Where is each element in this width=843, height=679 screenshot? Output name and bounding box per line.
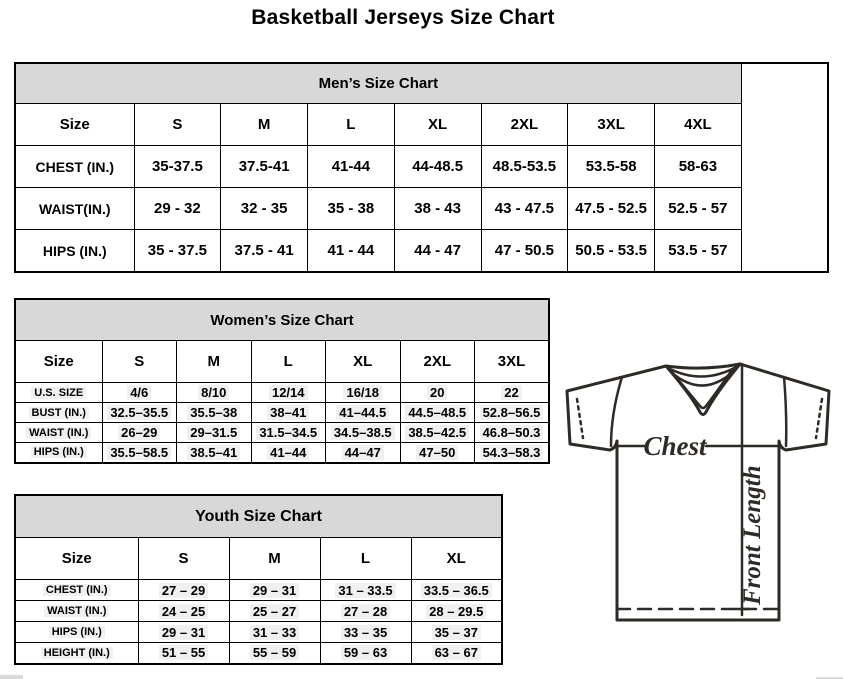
cell-text: 24 – 25 <box>159 604 208 619</box>
column-header: 3XL <box>568 104 655 146</box>
cell-text: 27 – 29 <box>159 583 208 598</box>
column-header: XL <box>326 341 401 383</box>
size-value-cell <box>320 622 411 643</box>
size-value-cell <box>400 443 475 463</box>
cell-text: 35 – 37 <box>432 625 481 640</box>
size-value-cell <box>320 643 411 664</box>
cell-text: 44.5–48.5 <box>405 405 469 420</box>
size-value-cell <box>251 423 326 443</box>
size-value-cell: 32 - 35 <box>221 188 308 230</box>
cell-text: 38.5–41 <box>187 445 240 460</box>
right-armhole-seam <box>784 377 786 446</box>
column-header: 2XL <box>481 104 568 146</box>
cell-text: 28 – 29.5 <box>426 604 486 619</box>
cell-text: 35.5–38 <box>187 405 240 420</box>
table-row <box>15 443 549 463</box>
column-header: XL <box>394 104 481 146</box>
cell-text: HIPS (IN.) <box>31 446 87 458</box>
table-row <box>15 146 828 188</box>
size-value-cell <box>138 601 229 622</box>
cell-text: 63 – 67 <box>432 645 481 660</box>
table-row <box>15 383 549 403</box>
cell-text: U.S. SIZE <box>31 387 86 399</box>
size-value-cell: 41 - 44 <box>308 230 395 273</box>
size-value-cell <box>177 443 252 463</box>
left-cuff-dashed-line <box>577 399 583 438</box>
column-header: 2XL <box>400 341 475 383</box>
column-header: S <box>102 341 177 383</box>
size-value-cell: 53.5-58 <box>568 146 655 188</box>
womens-chart-title: Women’s Size Chart <box>15 299 549 341</box>
row-label: WAIST(IN.) <box>15 188 134 230</box>
cell-text: 27 – 28 <box>341 604 390 619</box>
cell-text: 34.5–38.5 <box>331 425 395 440</box>
left-armhole-seam <box>611 377 622 446</box>
size-value-cell <box>326 443 401 463</box>
page-title: Basketball Jerseys Size Chart <box>251 6 555 29</box>
column-header: 3XL <box>475 341 550 383</box>
size-value-cell <box>400 423 475 443</box>
cell-text: 41–44.5 <box>336 405 389 420</box>
size-value-cell <box>411 643 502 664</box>
size-value-cell: 35-37.5 <box>134 146 221 188</box>
cell-text: 31 – 33 <box>250 625 299 640</box>
chest-label: Chest <box>643 431 707 461</box>
cell-text: 33 – 35 <box>341 625 390 640</box>
size-value-cell <box>177 423 252 443</box>
table-row <box>15 104 828 146</box>
size-value-cell <box>229 643 320 664</box>
column-header: 4XL <box>655 104 742 146</box>
size-value-cell <box>326 423 401 443</box>
front-length-label: Front Length <box>739 465 766 605</box>
column-header: L <box>308 104 395 146</box>
size-value-cell: 58-63 <box>655 146 742 188</box>
cell-text: HIPS (IN.) <box>49 626 105 638</box>
jersey-measurement-diagram <box>560 358 842 628</box>
row-label <box>15 443 102 463</box>
row-label <box>15 403 102 423</box>
table-row <box>15 299 549 341</box>
cell-text: 12/14 <box>269 385 308 400</box>
table-row <box>15 495 502 538</box>
cell-text: 20 <box>427 385 447 400</box>
column-header: M <box>177 341 252 383</box>
size-value-cell <box>326 383 401 403</box>
cell-text: 52.8–56.5 <box>480 405 544 420</box>
cell-text: BUST (IN.) <box>29 407 89 419</box>
size-value-cell <box>411 601 502 622</box>
cell-text: 38–41 <box>267 405 309 420</box>
cell-text: 54.3–58.3 <box>480 445 544 460</box>
size-value-cell <box>411 622 502 643</box>
size-value-cell <box>138 622 229 643</box>
cell-text: 29–31.5 <box>187 425 240 440</box>
cell-text: 4/6 <box>127 385 151 400</box>
column-header: XL <box>411 538 502 580</box>
cell-text: 33.5 – 36.5 <box>421 583 492 598</box>
column-header: S <box>134 104 221 146</box>
cropped-edge-sliver-left <box>0 675 23 679</box>
table-row <box>15 230 828 273</box>
column-header: S <box>138 538 229 580</box>
size-value-cell <box>320 601 411 622</box>
size-value-cell: 47 - 50.5 <box>481 230 568 273</box>
size-value-cell <box>177 383 252 403</box>
size-value-cell: 48.5-53.5 <box>481 146 568 188</box>
cell-text: HEIGHT (IN.) <box>41 647 113 659</box>
size-value-cell <box>475 403 550 423</box>
size-value-cell <box>475 383 550 403</box>
table-row <box>15 63 828 104</box>
row-label <box>15 580 138 601</box>
row-label <box>15 601 138 622</box>
row-label <box>15 622 138 643</box>
youth-chart-title: Youth Size Chart <box>15 495 502 538</box>
cell-text: 38.5–42.5 <box>405 425 469 440</box>
cell-text: 41–44 <box>267 445 309 460</box>
mens-size-chart-table <box>14 62 829 273</box>
size-value-cell: 41-44 <box>308 146 395 188</box>
size-value-cell: 35 - 37.5 <box>134 230 221 273</box>
cell-text: 25 – 27 <box>250 604 299 619</box>
size-value-cell <box>475 423 550 443</box>
size-value-cell <box>400 383 475 403</box>
row-label <box>15 643 138 664</box>
size-value-cell <box>229 580 320 601</box>
table-row <box>15 341 549 383</box>
size-value-cell: 37.5 - 41 <box>221 230 308 273</box>
size-value-cell: 52.5 - 57 <box>655 188 742 230</box>
column-header: Size <box>15 538 138 580</box>
size-value-cell <box>320 580 411 601</box>
size-value-cell <box>251 443 326 463</box>
size-value-cell <box>177 403 252 423</box>
table-row <box>15 601 502 622</box>
column-header: Size <box>15 104 134 146</box>
column-header: Size <box>15 341 102 383</box>
size-value-cell: 35 - 38 <box>308 188 395 230</box>
size-value-cell <box>326 403 401 423</box>
cell-text: 59 – 63 <box>341 645 390 660</box>
size-value-cell: 38 - 43 <box>394 188 481 230</box>
column-header: L <box>320 538 411 580</box>
table-row <box>15 423 549 443</box>
size-value-cell: 50.5 - 53.5 <box>568 230 655 273</box>
cell-text: WAIST (IN.) <box>44 605 109 617</box>
size-value-cell <box>411 580 502 601</box>
table-row <box>15 643 502 664</box>
youth-size-chart-table <box>14 494 503 665</box>
cell-text: 44–47 <box>342 445 384 460</box>
size-value-cell <box>475 443 550 463</box>
size-value-cell: 29 - 32 <box>134 188 221 230</box>
size-value-cell <box>229 622 320 643</box>
cell-text: WAIST (IN.) <box>26 427 91 439</box>
row-label: HIPS (IN.) <box>15 230 134 273</box>
cell-text: 46.8–50.3 <box>480 425 544 440</box>
column-header: M <box>229 538 320 580</box>
size-value-cell: 37.5-41 <box>221 146 308 188</box>
cell-text: 8/10 <box>198 385 229 400</box>
cell-text: 26–29 <box>118 425 160 440</box>
mens-chart-title: Men’s Size Chart <box>15 63 741 104</box>
size-value-cell: 44 - 47 <box>394 230 481 273</box>
cell-text: 47–50 <box>416 445 458 460</box>
size-value-cell <box>102 423 177 443</box>
cell-text: 35.5–58.5 <box>107 445 171 460</box>
table-row <box>15 622 502 643</box>
cell-text: 16/18 <box>343 385 382 400</box>
column-header: M <box>221 104 308 146</box>
size-value-cell: 44-48.5 <box>394 146 481 188</box>
size-value-cell <box>102 403 177 423</box>
size-value-cell: 47.5 - 52.5 <box>568 188 655 230</box>
table-row <box>15 580 502 601</box>
size-value-cell <box>229 601 320 622</box>
womens-size-chart-table <box>14 298 550 464</box>
cell-text: 55 – 59 <box>250 645 299 660</box>
cell-text: 29 – 31 <box>159 625 208 640</box>
size-value-cell <box>138 580 229 601</box>
right-cuff-dashed-line <box>816 399 822 438</box>
size-value-cell: 43 - 47.5 <box>481 188 568 230</box>
row-label <box>15 383 102 403</box>
row-label: CHEST (IN.) <box>15 146 134 188</box>
size-value-cell <box>138 643 229 664</box>
cell-text: 31.5–34.5 <box>256 425 320 440</box>
row-label <box>15 423 102 443</box>
size-value-cell <box>102 383 177 403</box>
cell-text: 22 <box>501 385 521 400</box>
size-value-cell <box>251 403 326 423</box>
table-row <box>15 403 549 423</box>
size-value-cell <box>251 383 326 403</box>
cell-text: 31 – 33.5 <box>335 583 395 598</box>
size-value-cell <box>102 443 177 463</box>
table-row <box>15 538 502 580</box>
cell-text: 32.5–35.5 <box>107 405 171 420</box>
size-value-cell: 53.5 - 57 <box>655 230 742 273</box>
column-header: L <box>251 341 326 383</box>
size-value-cell <box>400 403 475 423</box>
cell-text: CHEST (IN.) <box>43 584 111 596</box>
cell-text: 29 – 31 <box>250 583 299 598</box>
cell-text: 51 – 55 <box>159 645 208 660</box>
table-row <box>15 188 828 230</box>
